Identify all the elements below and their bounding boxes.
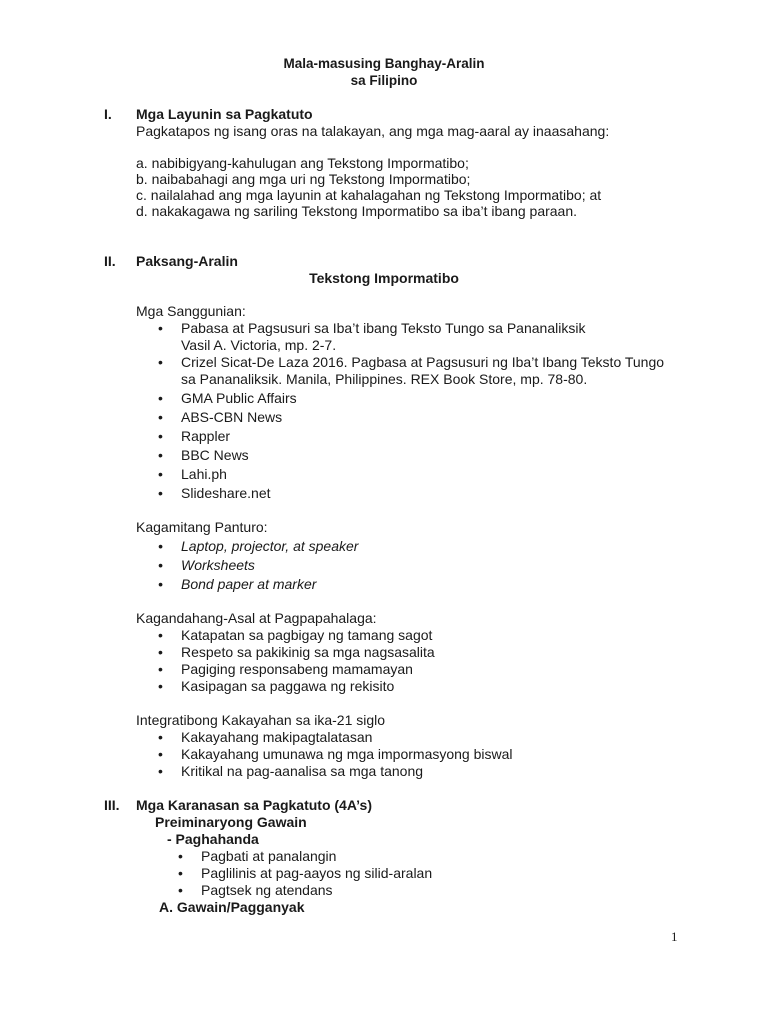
activity-heading: A. Gawain/Pagganyak <box>159 899 305 915</box>
document-title: Mala-masusing Banghay-Aralin <box>283 56 485 71</box>
preparation-list <box>156 848 432 899</box>
list-item <box>136 447 664 466</box>
materials-label: Kagamitang Panturo: <box>136 519 268 535</box>
list-item: • Paglilinis at pag-aayos ng silid-aralan <box>156 865 432 882</box>
list-item <box>136 466 664 485</box>
list-item: • Pagiging responsabeng mamamayan <box>136 661 435 678</box>
section-2-topic: Tekstong Impormatibo <box>309 270 459 286</box>
reference-line: Slideshare.net <box>181 485 271 501</box>
list-item: • Worksheets <box>136 556 358 575</box>
reference-line: sa Pananaliksik. Manila, Philippines. REX Book Store, mp. 78-80. <box>181 371 588 387</box>
objective-c: c. nailalahad ang mga layunin at kahalagahan ng Tekstong Impormatibo; at <box>136 187 602 203</box>
materials-list <box>136 537 358 594</box>
list-item: • Pagtsek ng atendans <box>156 882 432 899</box>
reference-line: Rappler <box>181 428 231 444</box>
section-1-number: I. <box>104 106 112 122</box>
skills-label: Integratibong Kakayahan sa ika-21 siglo <box>136 712 386 728</box>
page-number: 1 <box>671 929 678 944</box>
reference-line: GMA Public Affairs <box>181 390 297 406</box>
section-2-number: II. <box>104 253 116 269</box>
list-item: • Kasipagan sa paggawa ng rekisito <box>136 678 435 695</box>
list-item <box>136 390 664 409</box>
list-item: • Respeto sa pakikinig sa mga nagsasalita <box>136 644 435 661</box>
objective-b: b. naibabahagi ang mga uri ng Tekstong Impormatibo; <box>136 171 471 187</box>
section-1-heading: Mga Layunin sa Pagkatuto <box>136 106 313 122</box>
reference-line: BBC News <box>181 447 249 463</box>
reference-line: • Crizel Sicat-De Laza 2016. Pagbasa at Pagsusuri ng Iba’t Ibang Teksto Tungo <box>181 354 665 370</box>
list-item: • Kakayahang makipagtalatasan <box>136 729 513 746</box>
list-item: • Pagbati at panalangin <box>156 848 432 865</box>
preparation-heading: - Paghahanda <box>167 831 259 847</box>
list-item: • Bond paper at marker <box>136 575 358 594</box>
references-list <box>136 320 664 504</box>
document-subtitle: sa Filipino <box>350 73 418 88</box>
list-item: • Laptop, projector, at speaker <box>136 537 358 556</box>
list-item <box>136 354 664 390</box>
list-item: • Kakayahang umunawa ng mga impormasyong biswal <box>136 746 513 763</box>
objective-a: a. nabibigyang-kahulugan ang Tekstong Impormatibo; <box>136 155 469 171</box>
list-item <box>136 409 664 428</box>
list-item <box>136 320 664 354</box>
reference-line: • Pabasa at Pagsusuri sa Iba’t ibang Teksto Tungo sa Pananaliksik <box>181 320 586 336</box>
list-item <box>136 485 664 504</box>
list-item <box>136 428 664 447</box>
skills-list <box>136 729 513 780</box>
reference-line: ABS-CBN News <box>181 409 283 425</box>
section-3-number: III. <box>104 797 120 813</box>
values-list <box>136 627 435 695</box>
references-label: Mga Sanggunian: <box>136 303 246 319</box>
section-2-heading: Paksang-Aralin <box>136 253 238 269</box>
preliminary-heading: Preiminaryong Gawain <box>155 814 307 830</box>
reference-line: Lahi.ph <box>181 466 227 482</box>
reference-line: Vasil A. Victoria, mp. 2-7. <box>181 337 337 353</box>
section-3-heading: Mga Karanasan sa Pagkatuto (4A’s) <box>136 797 373 813</box>
objective-d: d. nakakagawa ng sariling Tekstong Impormatibo sa iba’t ibang paraan. <box>136 203 578 219</box>
values-label: Kagandahang-Asal at Pagpapahalaga: <box>136 610 377 626</box>
list-item: • Kritikal na pag-aanalisa sa mga tanong <box>136 763 513 780</box>
section-1-intro: Pagkatapos ng isang oras na talakayan, ang mga mag-aaral ay inaasahang: <box>136 123 610 139</box>
list-item: • Katapatan sa pagbigay ng tamang sagot <box>136 627 435 644</box>
